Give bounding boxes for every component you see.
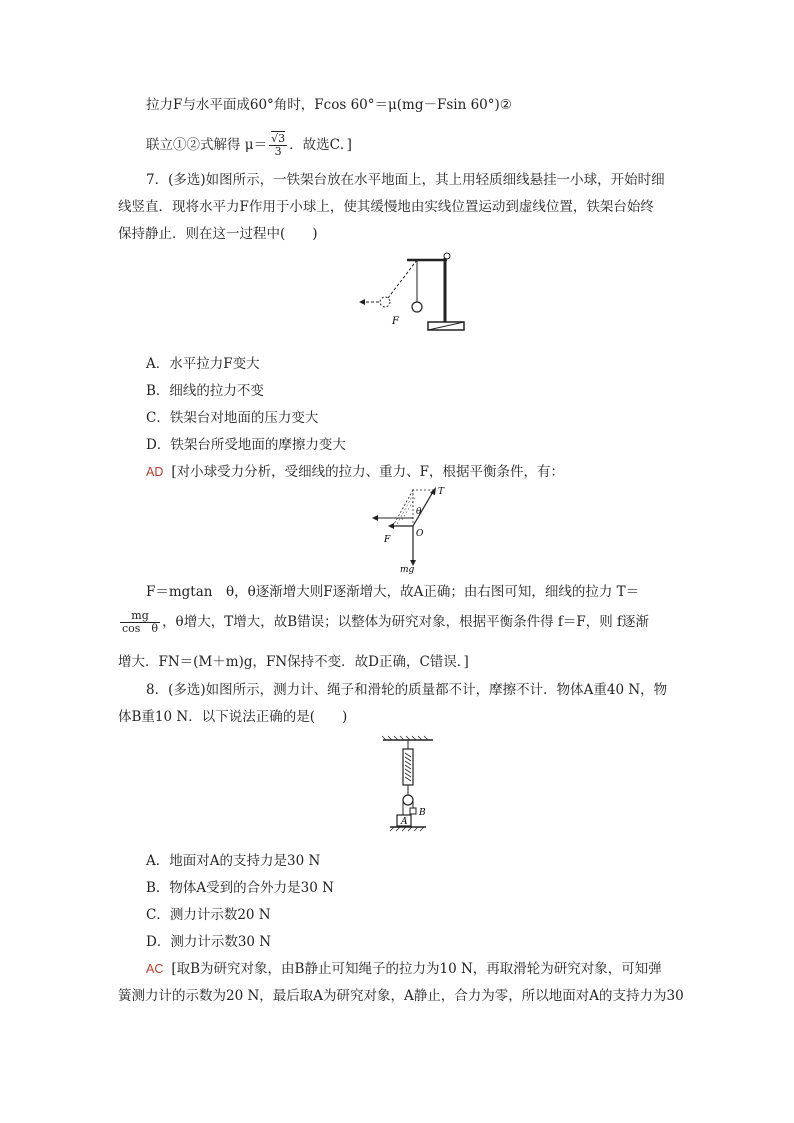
q7-analysis-text: [对小球受力分析，受细线的拉力、重力、F，根据平衡条件，有：: [171, 464, 565, 480]
tension-frac-numerator: mg: [120, 610, 160, 623]
q7-analysis-line-4: 增大．FN＝(M＋m)g，FN保持不变．故D正确，C错误．]: [118, 654, 469, 670]
q8-analysis-line-2: 簧测力计的示数为20 N，最后取A为研究对象，A静止，合力为零，所以地面对A的支持力为30: [118, 988, 684, 1004]
q7-answer: AD: [146, 465, 164, 479]
q7-analysis-line-3-text: ，θ增大，T增大，故B错误；以整体为研究对象，根据平衡条件得 f＝F，则 f逐渐: [162, 614, 650, 630]
q7-fig2-label-mg: mg: [400, 565, 415, 575]
prev-solution-end: ．故选C．]: [289, 137, 352, 153]
q8-fig-label-A: A: [401, 817, 408, 827]
q7-analysis-line-3: [118, 610, 794, 635]
frac-numerator: √3: [271, 132, 286, 145]
q7-option-b: B．细线的拉力不变: [146, 383, 264, 399]
tension-fraction: [120, 610, 160, 635]
q7-fig-label-F: F: [392, 316, 399, 327]
q7-option-c: C．铁架台对地面的压力变大: [146, 410, 319, 426]
q7-iron-stand-figure: [355, 250, 465, 345]
q8-analysis-line-1: [146, 959, 794, 979]
q8-option-d: D．测力计示数30 N: [146, 934, 272, 950]
q7-stem-line-1: 7．(多选)如图所示，一铁架台放在水平地面上，其上用轻质细线悬挂一小球，开始时细: [146, 172, 665, 188]
mu-fraction: [269, 133, 287, 158]
q7-fig2-label-theta: θ: [416, 507, 422, 517]
q8-analysis-text: [取B为研究对象，由B静止可知绳子的拉力为10 N，再取滑轮为研究对象，可知弹: [171, 961, 662, 977]
q7-force-diagram: [368, 484, 458, 576]
frac-denominator: 3: [274, 145, 282, 158]
q8-pulley-figure: [378, 735, 438, 835]
q8-answer: AC: [146, 962, 164, 976]
q8-stem-line-2: 体B重10 N．以下说法正确的是( ): [118, 709, 348, 725]
q8-option-c: C．测力计示数20 N: [146, 907, 271, 923]
q7-stem-line-2: 线竖直．现将水平力F作用于小球上，使其缓慢地由实线位置运动到虚线位置，铁架台始终: [118, 199, 654, 215]
q7-analysis-line-1: [146, 462, 794, 482]
tension-frac-denominator: cos θ: [122, 622, 159, 635]
q7-option-a: A．水平拉力F变大: [146, 356, 260, 372]
q8-option-b: B．物体A受到的合外力是30 N: [146, 880, 334, 896]
q7-fig2-label-O: O: [416, 529, 424, 539]
prev-solution-line-1: 拉力F与水平面成60°角时，Fcos 60°＝μ(mg－Fsin 60°)②: [146, 97, 512, 113]
q7-analysis-line-2: F＝mgtan θ，θ逐渐增大则F逐渐增大，故A正确；由右图可知，细线的拉力 T＝: [146, 584, 640, 600]
q7-stem-line-3: 保持静止．则在这一过程中( ): [118, 226, 318, 242]
q7-fig2-label-F: F: [384, 535, 391, 545]
q8-fig-label-B: B: [419, 808, 426, 818]
prev-solution-line-2: [146, 133, 794, 158]
q8-stem-line-1: 8．(多选)如图所示，测力计、绳子和滑轮的质量都不计，摩擦不计．物体A重40 N，物: [146, 682, 668, 698]
q7-fig2-label-T: T: [438, 487, 445, 497]
q8-option-a: A．地面对A的支持力是30 N: [146, 853, 321, 869]
prev-solution-text: 联立①②式解得 μ＝: [146, 137, 268, 153]
q7-option-d: D．铁架台所受地面的摩擦力变大: [146, 437, 346, 453]
